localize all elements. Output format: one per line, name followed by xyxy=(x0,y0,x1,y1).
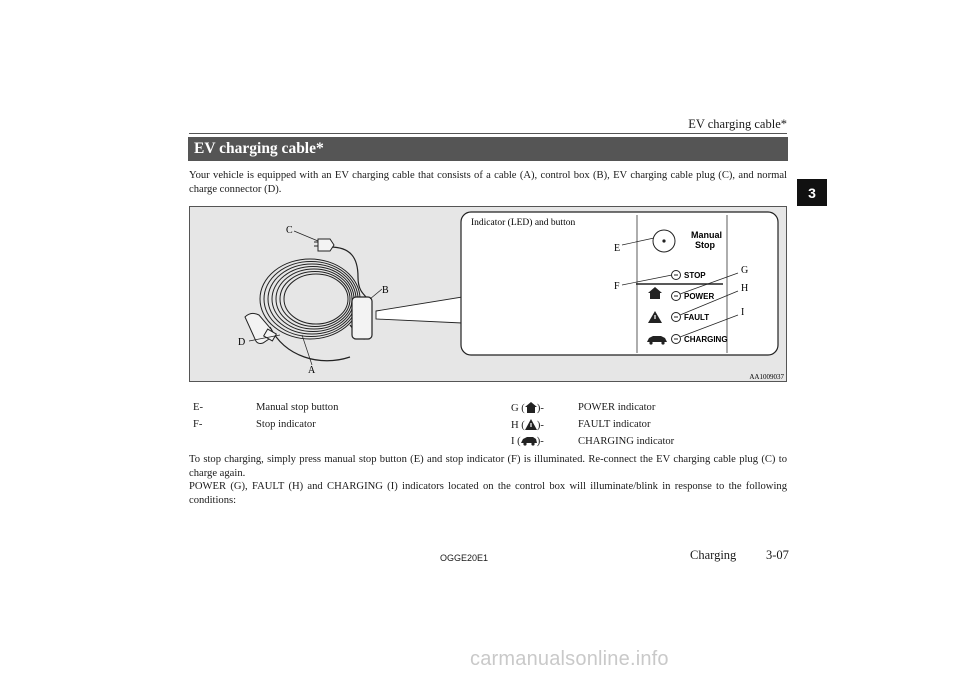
panel-caption: Indicator (LED) and button xyxy=(471,218,576,228)
stop-charging-paragraph: To stop charging, simply press manual stop button (E) and stop indicator (F) is illuminated. Re-connect the EV charging cable plug (C) to charge again. xyxy=(189,454,787,479)
legend-g-key: G ( )- xyxy=(511,403,544,414)
stop-indicator-label: STOP xyxy=(684,271,706,280)
legend-h-desc: FAULT indicator xyxy=(578,419,651,430)
charging-indicator-label: CHARGING xyxy=(684,335,728,344)
figure-code: AA1009037 xyxy=(749,373,784,381)
cable-coil xyxy=(260,259,360,339)
label-h: H xyxy=(741,283,749,294)
legend-e-desc: Manual stop button xyxy=(256,402,339,413)
power-indicator-label: POWER xyxy=(684,292,715,301)
document-code: OGGE20E1 xyxy=(440,553,489,563)
header-rule xyxy=(189,133,787,134)
control-box xyxy=(352,297,372,339)
label-c: C xyxy=(286,225,293,236)
indicators-paragraph: POWER (G), FAULT (H) and CHARGING (I) indicators located on the control box will illuminate/blink in response to the following conditions: xyxy=(189,481,787,506)
fault-indicator-label: FAULT xyxy=(684,313,710,322)
label-a: A xyxy=(308,365,316,376)
charging-cable-figure xyxy=(189,206,787,382)
watermark: carmanualsonline.info xyxy=(470,648,669,670)
body-text xyxy=(189,453,787,507)
chapter-tab[interactable]: 3 xyxy=(797,179,827,206)
page-number: 3-07 xyxy=(766,548,789,562)
label-d: D xyxy=(238,337,246,348)
legend-i-key: I ( )- xyxy=(511,436,544,447)
label-e: E xyxy=(614,243,621,254)
legend-f-desc: Stop indicator xyxy=(256,419,316,430)
running-title: EV charging cable* xyxy=(688,117,787,131)
footer-section-name: Charging xyxy=(690,548,737,562)
label-f: F xyxy=(614,281,620,292)
label-g: G xyxy=(741,265,749,276)
house-icon xyxy=(525,402,537,413)
warning-triangle-icon xyxy=(525,419,537,430)
label-b: B xyxy=(382,285,389,296)
manual-label: Manual xyxy=(690,230,722,240)
legend-g-desc: POWER indicator xyxy=(578,402,656,413)
legend-e-key: E- xyxy=(193,402,203,413)
figure-illustration xyxy=(190,207,788,383)
intro-paragraph: Your vehicle is equipped with an EV charging cable that consists of a cable (A), control box (B), EV charging cable plug (C), and normal charge connector (D). xyxy=(189,170,787,195)
legend-i-desc: CHARGING indicator xyxy=(578,436,675,447)
stop-label-button: Stop xyxy=(695,240,715,250)
legend-h-key: H ( )- xyxy=(511,420,544,431)
section-title: EV charging cable* xyxy=(188,137,788,161)
legend-f-key: F- xyxy=(193,419,203,430)
callout-wedge xyxy=(376,297,462,323)
label-i: I xyxy=(741,307,745,318)
car-icon xyxy=(521,437,537,446)
